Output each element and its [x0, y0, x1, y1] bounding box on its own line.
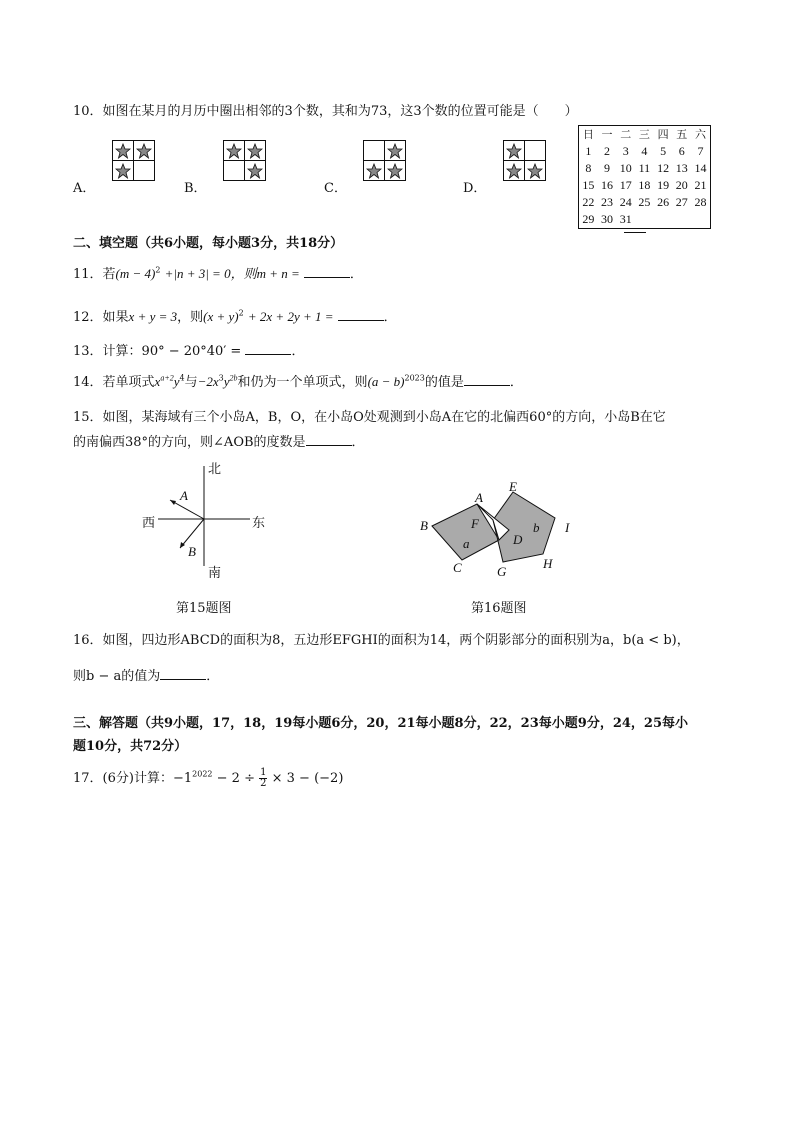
calendar-day: 23 — [601, 195, 614, 209]
q16-line2-end: ． — [206, 669, 220, 684]
section2-title: 二、填空题（共6小题，每小题3分，共18分） — [73, 236, 344, 251]
q17-prefix: 17．(6分)计算： — [73, 771, 173, 786]
calendar-day — [691, 211, 710, 228]
arrow-a-icon — [170, 500, 176, 505]
q14-term2-y: y — [223, 374, 230, 389]
grid-cell — [245, 141, 266, 161]
q10-option-a-grid — [112, 140, 155, 181]
label-area-a: a — [463, 536, 470, 551]
q10-option-b-grid — [223, 140, 266, 181]
section3-line2: 题10分，共72分） — [73, 739, 188, 754]
label-west: 西 — [142, 516, 156, 531]
grid-cell — [525, 161, 546, 181]
q17-expr-b: − 2 ÷ — [216, 771, 255, 786]
calendar-day: 11 — [638, 161, 651, 175]
q15-line2-text: 的南偏西38°的方向，则∠AOB的度数是 — [73, 435, 306, 450]
calendar-day: 12 — [657, 161, 670, 175]
q14-end2: ． — [509, 375, 523, 390]
q17-expr-a: −1 — [172, 771, 193, 786]
calendar-weekday: 三 — [638, 128, 650, 141]
q15-line1: 15．如图，某海域有三个小岛A，B，O，在小岛O处观测到小岛A在它的北偏西60°的方向，小岛B在它 — [73, 410, 666, 425]
star-icon — [226, 143, 242, 159]
label-south: 南 — [208, 566, 222, 581]
q14-term1-y: y — [173, 374, 180, 389]
figure-16-caption: 第16题图 — [471, 601, 527, 616]
star-icon — [506, 143, 522, 159]
figure-16 — [415, 478, 585, 583]
calendar-day: 8 — [585, 161, 592, 175]
q16-answer-blank[interactable] — [160, 668, 206, 680]
label-b-vertex: B — [420, 518, 428, 533]
calendar-header — [579, 126, 710, 143]
q14 — [73, 371, 523, 390]
calendar-underline — [624, 232, 646, 233]
label-h-vertex: H — [543, 556, 553, 571]
calendar-day: 17 — [619, 178, 632, 192]
q13-expr: 90° − 20°40′ = — [141, 344, 242, 359]
star-icon — [136, 143, 152, 159]
q17-expr-c: × 3 − (−2) — [271, 771, 344, 786]
q14-mid: 与 — [184, 375, 198, 390]
label-e-vertex: E — [509, 479, 517, 494]
q17-numerator: 1 — [260, 767, 267, 778]
calendar-day: 26 — [657, 195, 670, 209]
q16-line1: 16．如图，四边形ABCD的面积为8，五边形EFGHI的面积为14，两个阴影部分的面积别为a，b(a < b)， — [73, 633, 690, 648]
calendar-day: 30 — [601, 212, 614, 226]
q12-expr-b: + 2x + 2y + 1 = — [247, 309, 334, 324]
figure-15-caption: 第15题图 — [176, 601, 232, 616]
q14-end: 的值是 — [424, 375, 464, 390]
grid-cell — [224, 141, 245, 161]
calendar-day: 31 — [619, 212, 632, 226]
calendar-day — [672, 211, 691, 228]
q17-denominator: 2 — [260, 778, 267, 789]
q13-answer-blank[interactable] — [245, 343, 291, 355]
calendar-day: 29 — [582, 212, 595, 226]
grid-cell — [364, 141, 385, 161]
calendar-day: 10 — [619, 161, 632, 175]
q14-term1-y-exp: 4 — [179, 373, 185, 383]
star-icon — [387, 143, 403, 159]
calendar-day: 5 — [660, 144, 667, 158]
q12-cond: x + y = 3 — [128, 309, 178, 324]
star-icon — [387, 163, 403, 179]
q10-option-a-label: A． — [73, 181, 96, 196]
label-east: 东 — [252, 516, 266, 531]
q16-line2-text: 则b − a的值为 — [73, 669, 161, 684]
calendar-weekday: 日 — [582, 128, 594, 141]
q17 — [73, 767, 343, 789]
q14-term3: (a − b) — [367, 374, 405, 389]
label-c-vertex: C — [453, 560, 462, 575]
star-icon — [115, 143, 131, 159]
section3-line1: 三、解答题（共9小题，17，18，19每小题6分，20，21每小题8分，22，23每小题9分，24，25每小 — [73, 716, 688, 731]
q14-term2-x-exp: 3 — [218, 373, 224, 383]
calendar-day: 3 — [622, 144, 629, 158]
calendar-day: 14 — [694, 161, 707, 175]
label-a-vertex: A — [475, 490, 483, 505]
q14-mid2: 和仍为一个单项式，则 — [237, 375, 368, 390]
calendar-weekday: 五 — [676, 128, 688, 141]
grid-cell — [113, 161, 134, 181]
label-north: 北 — [208, 462, 222, 477]
q10-option-c-grid — [363, 140, 406, 181]
label-a: A — [180, 488, 188, 503]
q12-end: ． — [383, 310, 397, 325]
calendar-week — [579, 143, 710, 160]
grid-cell — [134, 141, 155, 161]
label-g-vertex: G — [497, 564, 507, 579]
q10-option-d-label: D． — [463, 181, 487, 196]
calendar-day: 20 — [675, 178, 688, 192]
q17-fraction — [259, 768, 267, 789]
grid-cell — [385, 141, 406, 161]
grid-cell — [113, 141, 134, 161]
calendar — [578, 125, 711, 229]
q15-line2 — [73, 431, 365, 450]
calendar-week — [579, 177, 710, 194]
calendar-day: 7 — [697, 144, 704, 158]
calendar-day: 22 — [582, 195, 595, 209]
q14-term1-x: x — [154, 374, 161, 389]
star-icon — [247, 163, 263, 179]
star-icon — [247, 143, 263, 159]
q12-answer-blank[interactable] — [338, 309, 384, 321]
calendar-weekday: 四 — [657, 128, 669, 141]
q10-option-c-label: C． — [324, 181, 347, 196]
calendar-day: 18 — [638, 178, 651, 192]
q14-prefix: 14．若单项式 — [73, 375, 155, 390]
star-icon — [506, 163, 522, 179]
q15-answer-blank[interactable] — [306, 434, 352, 446]
calendar-day: 15 — [582, 178, 595, 192]
grid-cell — [245, 161, 266, 181]
calendar-day: 28 — [694, 195, 707, 209]
q13-prefix: 13．计算： — [73, 344, 142, 359]
q12: 12．如果x + y = 3，则$(x + y)^2 + 2x + 2y + 1$ = ． — [73, 308, 397, 325]
calendar-week — [579, 194, 710, 211]
star-icon — [366, 163, 382, 179]
calendar-day: 13 — [675, 161, 688, 175]
grid-cell — [224, 161, 245, 181]
q11-end: ． — [349, 267, 363, 282]
q10-option-d-grid — [503, 140, 546, 181]
q13-end: ． — [291, 344, 305, 359]
calendar-day — [654, 211, 673, 228]
calendar-day: 1 — [585, 144, 592, 158]
grid-cell — [504, 141, 525, 161]
calendar-day: 25 — [638, 195, 651, 209]
q14-term3-exp: 2023 — [404, 373, 425, 383]
calendar-day: 9 — [604, 161, 611, 175]
label-f-vertex: F — [471, 516, 479, 531]
calendar-day: 21 — [694, 178, 707, 192]
calendar-week — [579, 160, 710, 177]
grid-cell — [364, 161, 385, 181]
calendar-weekday: 一 — [601, 128, 613, 141]
q14-term2-x: −2x — [197, 374, 219, 389]
grid-cell — [504, 161, 525, 181]
star-icon — [115, 163, 131, 179]
q10-option-b-label: B． — [184, 181, 207, 196]
grid-cell — [134, 161, 155, 181]
calendar-day: 24 — [619, 195, 632, 209]
label-area-b: b — [533, 520, 540, 535]
q15-line2-end: ． — [351, 435, 365, 450]
q14-term2-y-exp: 2b — [229, 373, 238, 383]
calendar-day — [635, 211, 654, 228]
calendar-day: 2 — [604, 144, 611, 158]
calendar-day: 16 — [601, 178, 614, 192]
q11-expr-b: +|n + 3| = 0，则 — [164, 266, 257, 281]
q16-line2 — [73, 665, 219, 684]
label-d-vertex: D — [513, 532, 523, 547]
q12-expr-a: (x + y) — [203, 309, 239, 324]
calendar-day: 6 — [678, 144, 685, 158]
q10-text: 10．如图在某月的月历中圈出相邻的3个数，其和为73，这3个数的位置可能是（ ） — [73, 104, 578, 119]
calendar-weekday: 二 — [620, 128, 632, 141]
label-i-vertex: I — [565, 520, 570, 535]
q12-mid: ，则 — [177, 310, 204, 325]
q11: 11．若$(m - 4)^2 +|n + 3| = 0$，则m + n = ． — [73, 265, 363, 282]
calendar-weekday: 六 — [694, 128, 706, 141]
grid-cell — [385, 161, 406, 181]
calendar-day: 27 — [675, 195, 688, 209]
q14-term1-x-exp: a+2 — [160, 373, 174, 383]
q13 — [73, 340, 304, 359]
q11-expr-a: (m − 4) — [115, 266, 156, 281]
q14-answer-blank[interactable] — [464, 374, 510, 386]
label-b: B — [188, 544, 196, 559]
q11-answer-blank[interactable] — [304, 266, 350, 278]
q12-prefix: 12．如果 — [73, 310, 129, 325]
figure-15 — [130, 458, 290, 588]
calendar-day: 19 — [657, 178, 670, 192]
q17-exp: 2022 — [192, 769, 213, 779]
calendar-day: 4 — [641, 144, 648, 158]
calendar-week — [579, 211, 710, 228]
grid-cell — [525, 141, 546, 161]
q11-prefix: 11．若 — [73, 267, 116, 282]
star-icon — [527, 163, 543, 179]
q11-expr-c: m + n = — [256, 266, 300, 281]
